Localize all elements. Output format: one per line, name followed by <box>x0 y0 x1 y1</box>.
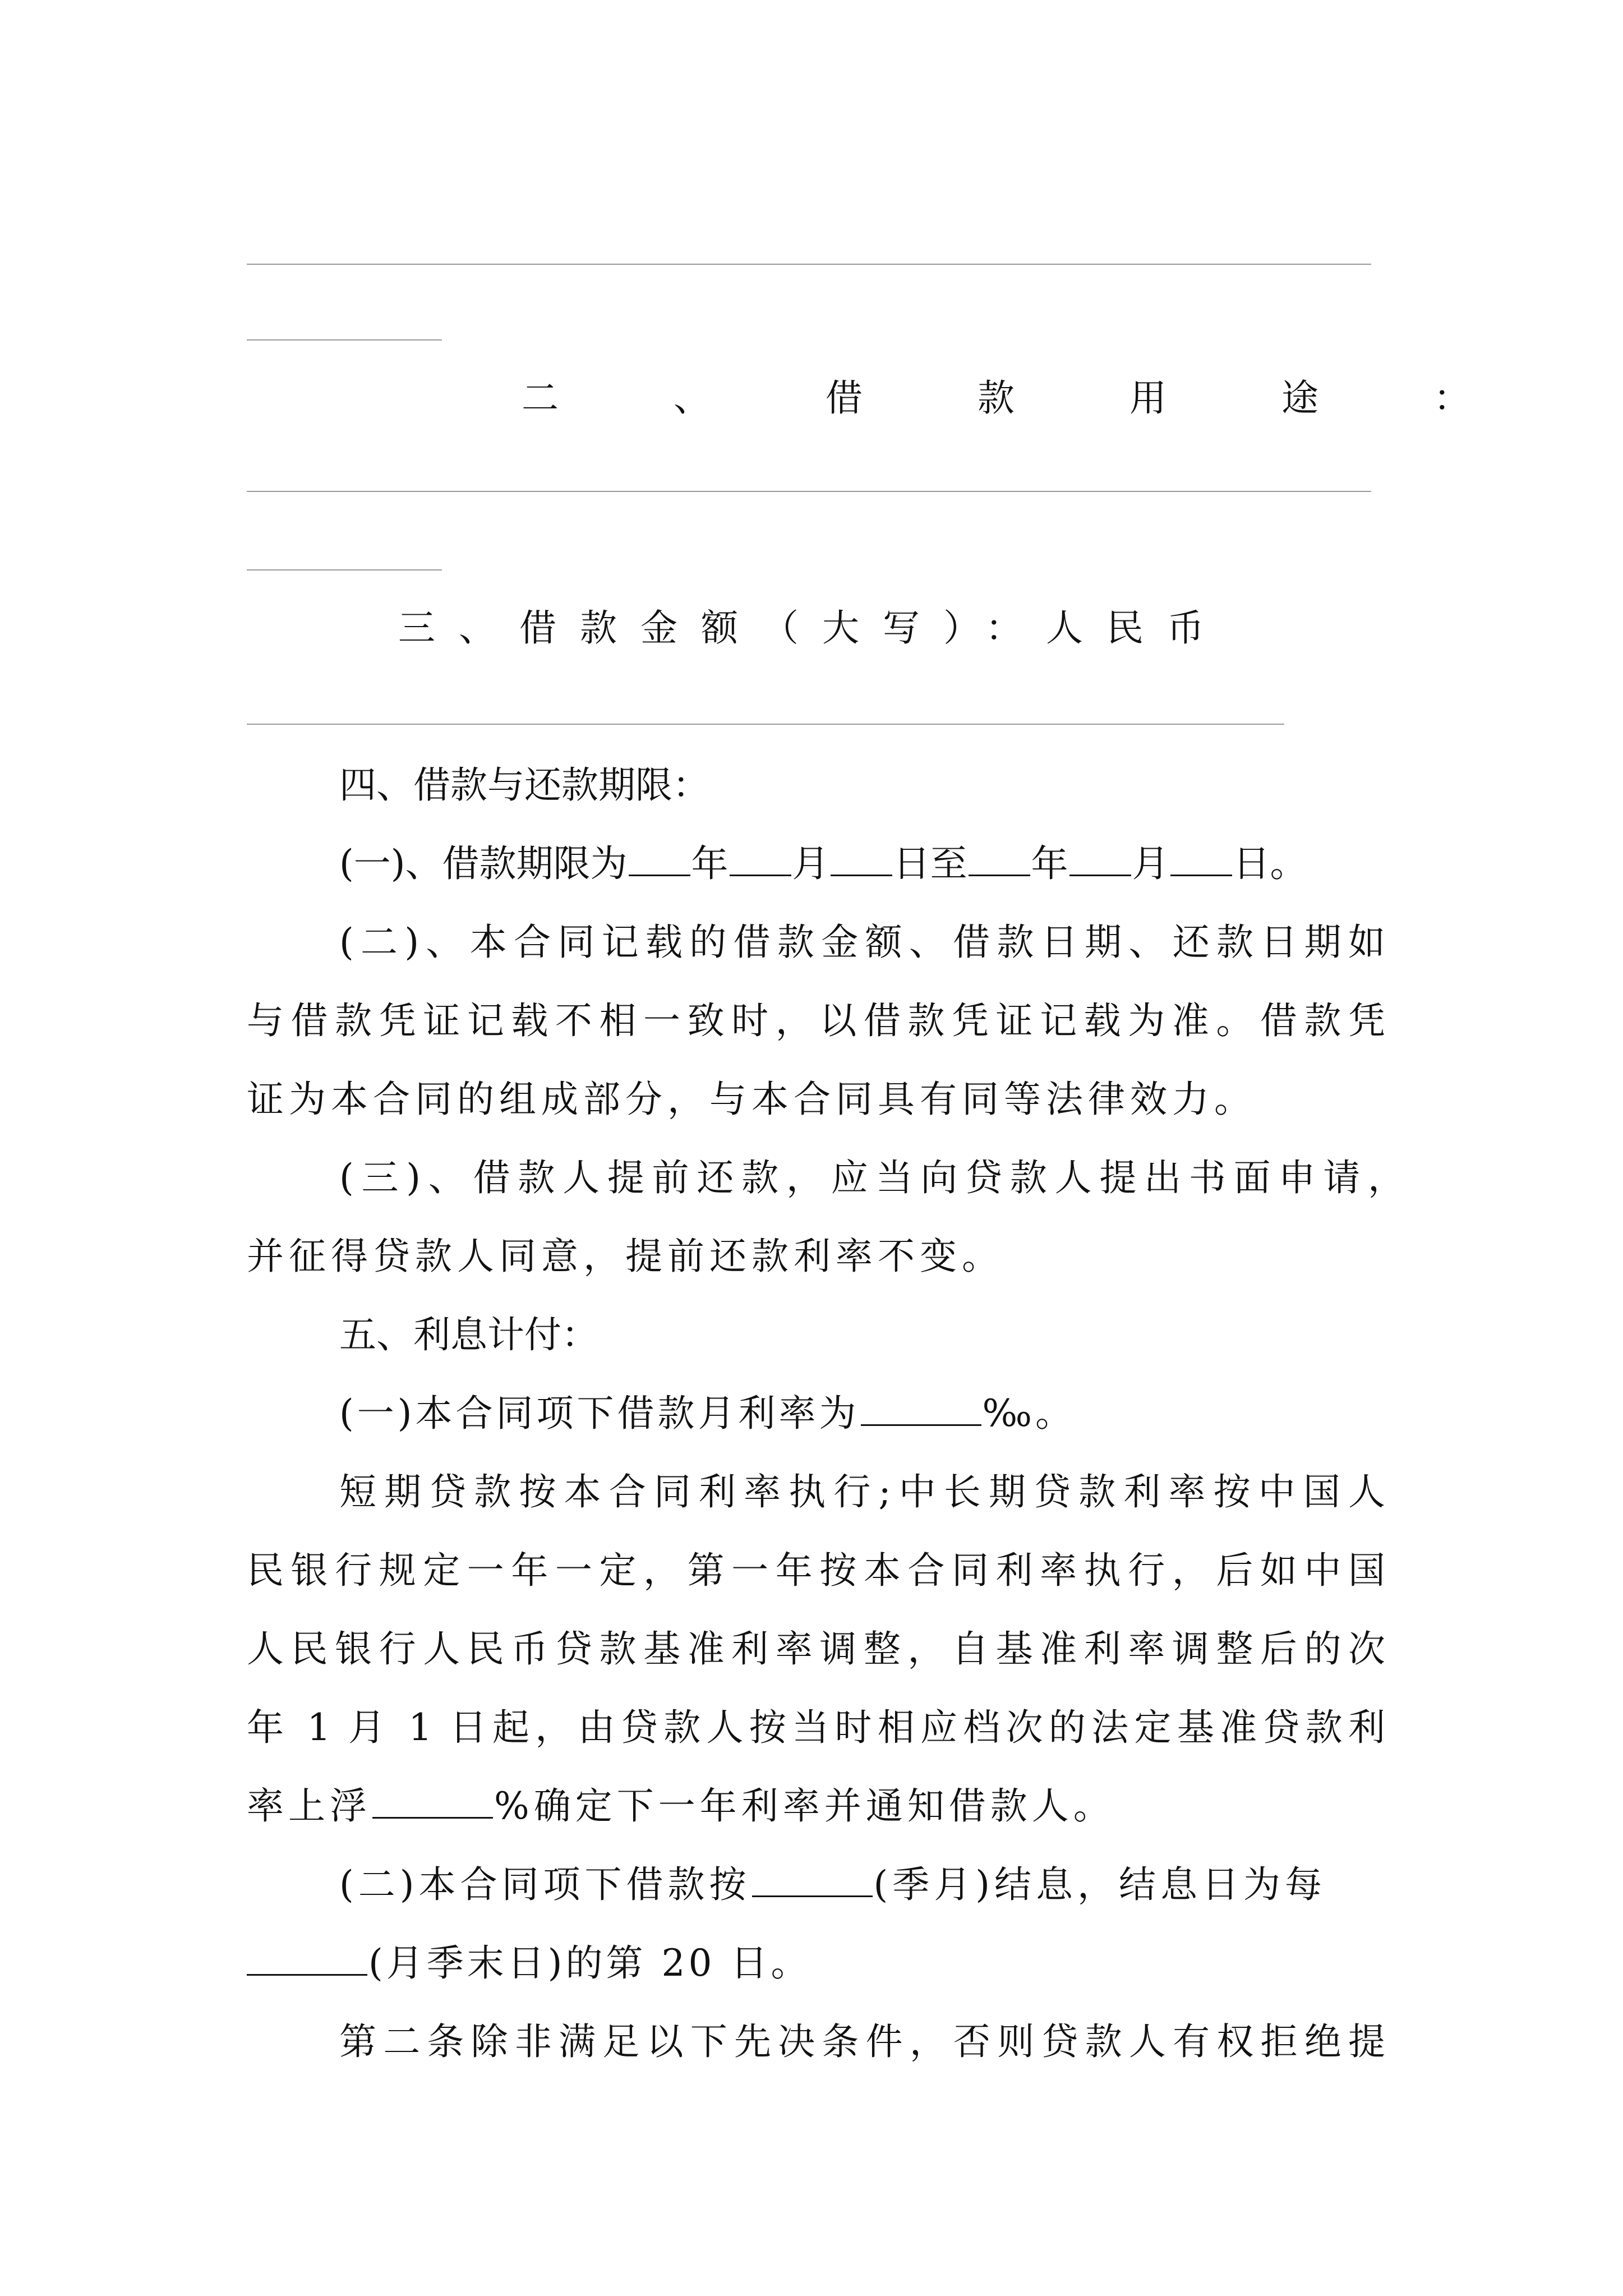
paragraph-text: 与借款凭证记载不相一致时，以借款凭证记载为准。借款凭 <box>247 999 1385 1042</box>
month-label: 月 <box>792 842 829 885</box>
paragraph-line <box>247 1624 1385 1674</box>
paragraph-text: 证为本合同的组成部分，与本合同具有同等法律效力。 <box>247 1078 1256 1121</box>
paragraph-text: (季月)结息，结息日为每 <box>873 1863 1326 1906</box>
paragraph-line <box>247 1231 1385 1282</box>
paragraph-text: 短期贷款按本合同利率执行;中长期贷款利率按中国人 <box>339 1470 1385 1513</box>
paragraph-text: 第二条除非满足以下先决条件，否则贷款人有权拒绝提 <box>339 2020 1385 2063</box>
blank-rule <box>247 339 442 341</box>
year-label: 年 <box>1031 842 1068 885</box>
month-label: 月 <box>1132 842 1169 885</box>
loan-term-prefix: (一)、借款期限为 <box>339 842 628 885</box>
monthly-rate-prefix: (一)本合同项下借款月利率为 <box>339 1392 860 1435</box>
section-five-heading-text: 五、利息计付： <box>339 1313 598 1356</box>
paragraph-text: 民银行规定一年一定，第一年按本合同利率执行，后如中国 <box>247 1549 1385 1592</box>
month-blank <box>730 839 791 876</box>
day-blank <box>831 839 892 876</box>
paragraph-text: %确定下一年利率并通知借款人。 <box>494 1784 1115 1828</box>
day-end-label: 日。 <box>1233 842 1307 885</box>
paragraph-text: 并征得贷款人同意，提前还款利率不变。 <box>247 1235 1004 1278</box>
month-blank <box>1069 839 1131 876</box>
settlement-blank <box>752 1860 873 1897</box>
section-three-heading <box>398 603 1419 654</box>
section-two-heading <box>522 373 1585 424</box>
float-rate-blank <box>372 1781 493 1819</box>
year-blank <box>969 839 1030 876</box>
paragraph-line <box>339 1153 1405 1203</box>
blank-rule <box>247 264 1371 265</box>
day-to-label: 日至 <box>893 842 967 885</box>
section-five-heading <box>339 1310 1478 1360</box>
settlement-line <box>247 1938 1385 1989</box>
paragraph-line <box>247 1781 1385 1832</box>
year-blank <box>629 839 690 876</box>
settlement-day-blank <box>247 1938 367 1976</box>
paragraph-text: (月季末日)的第 20 日。 <box>368 1941 811 1985</box>
monthly-rate-line <box>339 1388 1478 1439</box>
blank-rule <box>247 491 1371 492</box>
paragraph-text: 年 1 月 1 日起，由贷款人按当时相应档次的法定基准贷款利 <box>247 1706 1385 1749</box>
loan-term-line <box>339 839 1405 889</box>
paragraph-text: (二)本合同项下借款按 <box>339 1863 751 1906</box>
rate-suffix: ‰。 <box>982 1392 1076 1435</box>
section-four-heading-text: 四、借款与还款期限： <box>339 763 709 807</box>
paragraph-text: (三)、借款人提前还款，应当向贷款人提出书面申请， <box>339 1156 1405 1199</box>
article-two-line <box>339 2017 1385 2067</box>
day-blank <box>1170 839 1232 876</box>
paragraph-line <box>339 1467 1385 1517</box>
blank-rule <box>247 724 1284 725</box>
paragraph-line <box>247 1703 1385 1753</box>
blank-rule <box>247 569 442 570</box>
paragraph-line <box>247 1545 1385 1596</box>
paragraph-line <box>247 1074 1385 1125</box>
section-four-heading <box>339 760 1478 811</box>
section-two-text: 二、借款用途： <box>522 376 1585 420</box>
rate-blank <box>861 1388 981 1426</box>
section-three-text: 三、借款金额（大写）：人民币 <box>398 606 1228 650</box>
paragraph-line <box>247 996 1385 1046</box>
year-label: 年 <box>691 842 728 885</box>
settlement-line <box>339 1860 1385 1910</box>
paragraph-text: 人民银行人民币贷款基准利率调整，自基准利率调整后的次 <box>247 1627 1385 1671</box>
paragraph-text: (二)、本合同记载的借款金额、借款日期、还款日期如 <box>339 921 1385 964</box>
paragraph-line <box>339 917 1385 968</box>
paragraph-text: 率上浮 <box>247 1784 371 1828</box>
